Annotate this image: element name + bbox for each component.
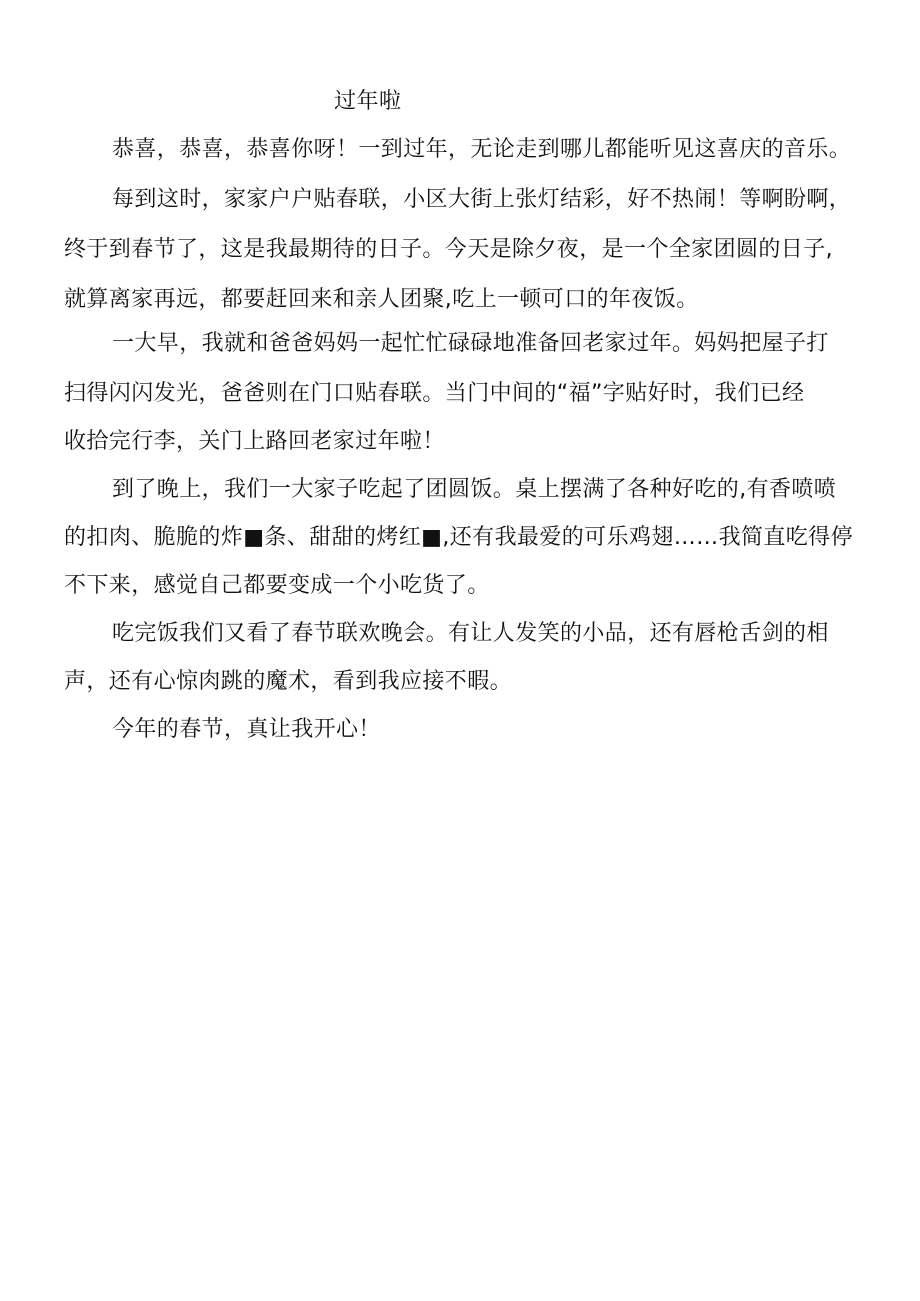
paragraph-line: 终于到春节了，这是我最期待的日子。今天是除夕夜，是一个全家团圆的日子, (64, 237, 833, 262)
paragraph-line: 恭喜，恭喜，恭喜你呀！一到过年，无论走到哪儿都能听见这喜庆的音乐。 (112, 137, 852, 162)
paragraph-line: 不下来，感觉自己都要变成一个小吃货了。 (64, 573, 490, 598)
paragraph-line: 每到这时，家家户户贴春联，小区大街上张灯结彩，好不热闹！等啊盼啊， (112, 187, 852, 212)
paragraph-line: 到了晚上，我们一大家子吃起了团圆饭。桌上摆满了各种好吃的,有香喷喷 (112, 477, 837, 502)
paragraph-line: 扫得闪闪发光，爸爸则在门口贴春联。当门中间的“福”字贴好时，我们已经 (64, 381, 805, 406)
paragraph-line: 声，还有心惊肉跳的魔术，看到我应接不暇。 (64, 669, 513, 694)
paragraph-line: 就算离家再远，都要赶回来和亲人团聚,吃上一顿可口的年夜饭。 (64, 287, 699, 312)
document-title: 过年啦 (334, 89, 402, 114)
paragraph-line: 收拾完行李，关门上路回老家过年啦！ (64, 429, 445, 454)
paragraph-line: 的扣肉、脆脆的炸■条、甜甜的烤红■,还有我最爱的可乐鸡翅……我简直吃得停 (64, 525, 853, 550)
paragraph-line: 吃完饭我们又看了春节联欢晚会。有让人发笑的小品，还有唇枪舌剑的相 (112, 621, 829, 646)
paragraph-line: 一大早，我就和爸爸妈妈一起忙忙碌碌地准备回老家过年。妈妈把屋子打 (112, 331, 829, 356)
paragraph-line: 今年的春节，真让我开心！ (112, 717, 381, 742)
